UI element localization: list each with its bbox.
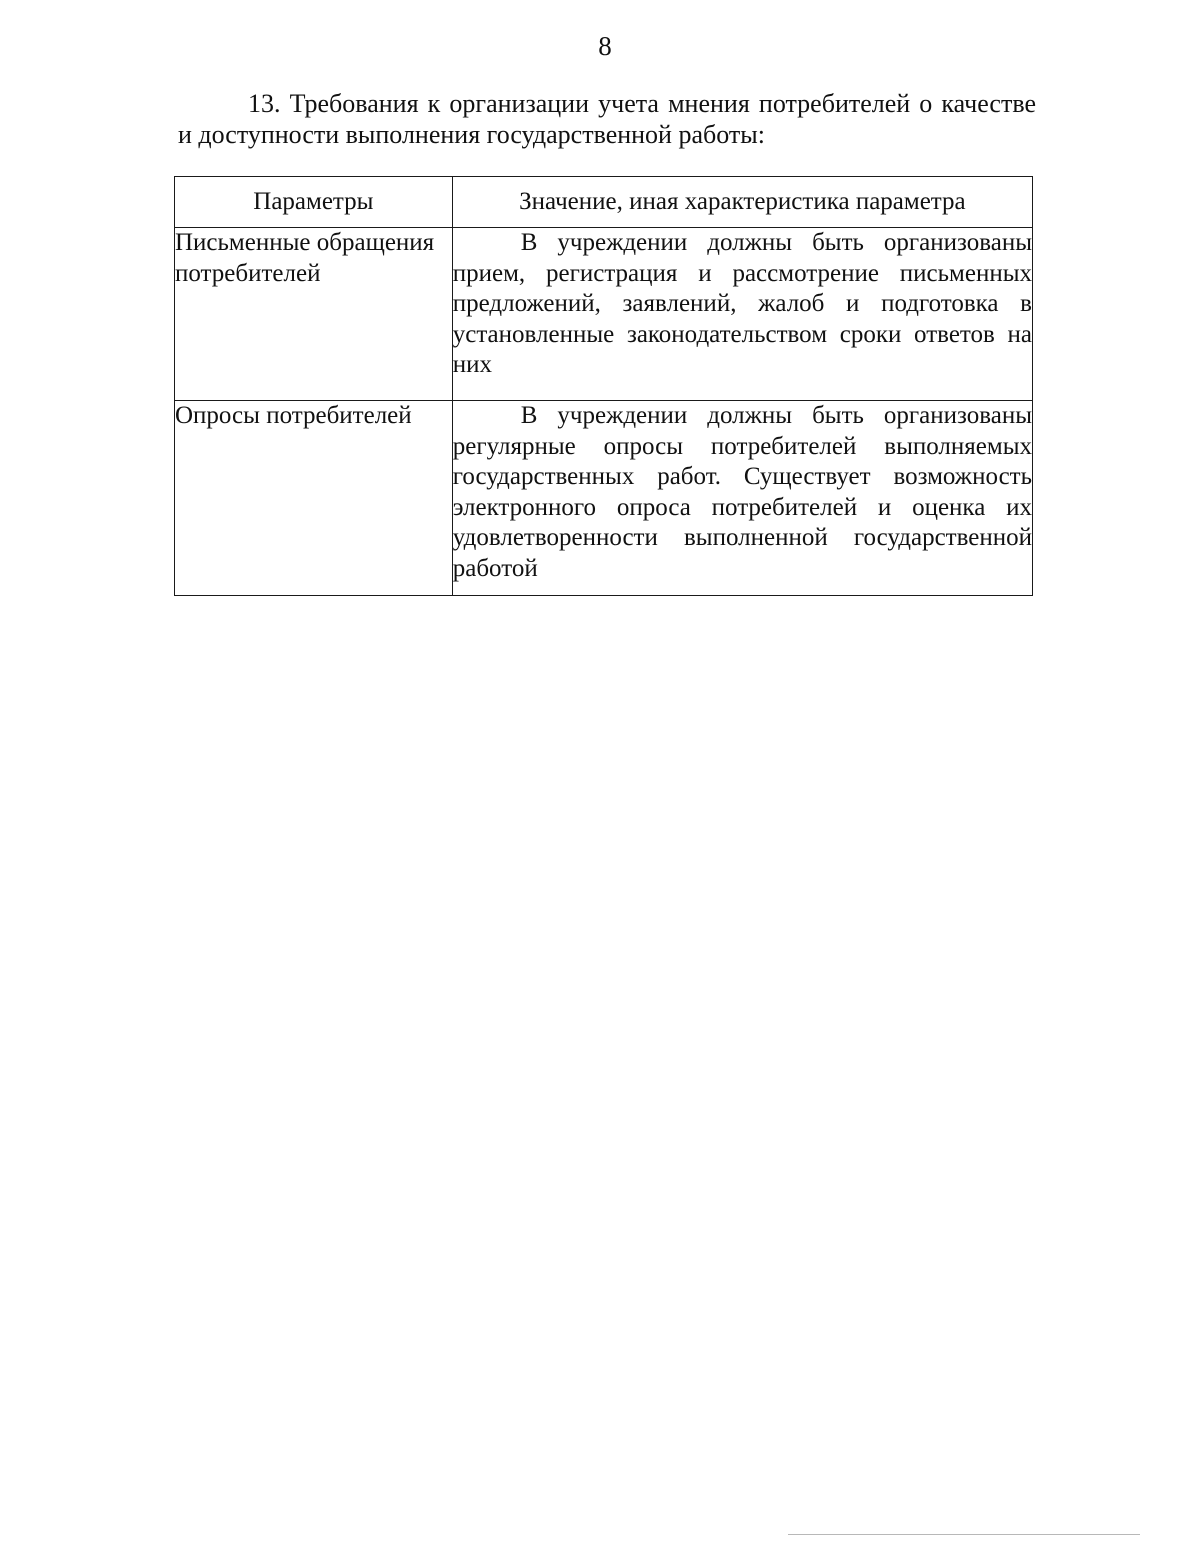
table-header-row — [175, 177, 1033, 228]
table-row — [175, 401, 1033, 596]
header-value: Значение, иная характеристика параметра — [452, 177, 1032, 228]
scan-artifact-line — [788, 1534, 1140, 1535]
param-cell-surveys: Опросы потребителей — [175, 401, 453, 596]
header-parameters: Параметры — [175, 177, 453, 228]
value-cell-surveys: В учреждении должны быть организованы регулярные опросы потребителей выполняемых государственных работ. Существует возможность электронного опроса потребителей и оценка их удовлетворенности выполненной государственной работой — [452, 401, 1032, 596]
parameters-table — [174, 176, 1033, 596]
value-cell-written-appeals: В учреждении должны быть организованы прием, регистрация и рассмотрение письменных предложений, заявлений, жалоб и подготовка в установленные законодательством сроки ответов на них — [452, 228, 1032, 401]
page-number: 8 — [598, 31, 612, 61]
section-heading — [178, 88, 1036, 150]
param-cell-written-appeals: Письменные обращения потребителей — [175, 228, 453, 401]
table-row — [175, 228, 1033, 401]
section-heading-line-2: и доступности выполнения государственной работы: — [178, 120, 765, 149]
section-heading-line-1: 13. Требования к организации учета мнения потребителей о качестве — [248, 89, 1036, 118]
